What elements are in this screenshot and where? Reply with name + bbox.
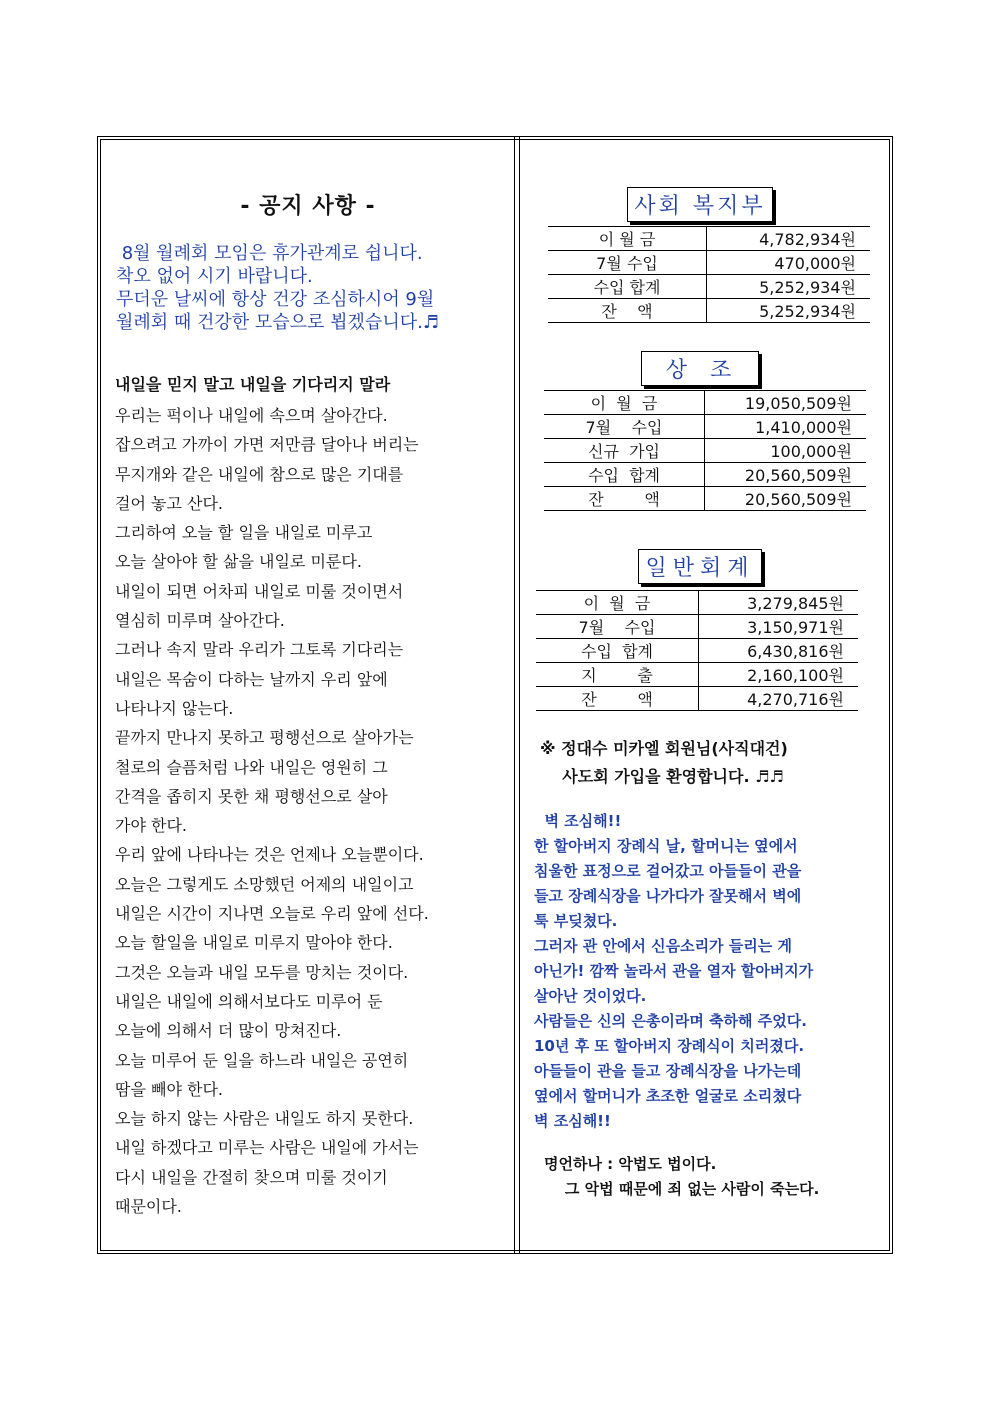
row-label: 수입 합계	[548, 275, 707, 299]
poem-line: 잡으려고 가까이 가면 저만큼 달아나 버리는	[115, 435, 419, 455]
general-table	[536, 590, 858, 711]
row-label: 이 월 금	[536, 591, 699, 615]
row-label: 지 출	[536, 663, 699, 687]
poem-line: 끝까지 만나지 못하고 평행선으로 살아가는	[115, 728, 414, 748]
joke-line: 살아난 것이었다.	[534, 987, 647, 1005]
row-label: 수입 합계	[536, 639, 699, 663]
poem-line: 내일이 되면 어차피 내일로 미룰 것이면서	[115, 581, 404, 601]
joke-story	[534, 809, 870, 1134]
poem-line: 걸어 놓고 산다.	[115, 493, 223, 513]
poem-line: 오늘 할일을 내일로 미루지 말아야 한다.	[115, 933, 393, 953]
column-divider	[514, 137, 520, 1253]
joke-line: 벽 조심해!!	[534, 812, 622, 830]
joke-line: 들고 장례식장을 나가다가 잘못해서 벽에	[534, 887, 802, 905]
poem-line: 오늘 미루어 둔 일을 하느라 내일은 공연히	[115, 1050, 409, 1070]
row-label: 7월 수입	[536, 615, 699, 639]
joke-line: 아닌가! 깜짝 놀라서 관을 열자 할아버지가	[534, 962, 814, 980]
table-row	[548, 227, 870, 251]
joke-line: 아들들이 관을 들고 장례식장을 나가는데	[534, 1062, 802, 1080]
row-label: 7월 수입	[544, 415, 705, 439]
row-amount: 5,252,934원	[707, 299, 871, 323]
table-row	[536, 639, 858, 663]
poem-line: 내일은 시간이 지나면 오늘로 우리 앞에 선다.	[115, 904, 429, 924]
row-amount: 100,000원	[705, 439, 867, 463]
quote-line: 명언하나 : 악법도 법이다.	[544, 1155, 717, 1173]
row-amount: 20,560,509원	[705, 463, 867, 487]
poem-line: 간격을 좁히지 못한 채 평행선으로 살아	[115, 786, 388, 806]
welcome-notice	[540, 735, 870, 791]
welcome-line: ※ 정대수 미카엘 회원님(사직대건)	[540, 739, 788, 758]
poem-line: 나타나지 않는다.	[115, 698, 234, 718]
poem-line: 그것은 오늘과 내일 모두를 망치는 것이다.	[115, 962, 409, 982]
joke-line: 한 할아버지 장례식 날, 할머니는 옆에서	[534, 837, 798, 855]
general-title: 일반회계	[638, 549, 761, 584]
row-label: 잔 액	[536, 687, 699, 711]
poem-line: 오늘 살아야 할 삶을 내일로 미룬다.	[115, 552, 362, 572]
poem-line: 땀을 빼야 한다.	[115, 1079, 223, 1099]
table-row	[544, 487, 866, 511]
poem-line: 때문이다.	[115, 1197, 182, 1217]
poem-line: 오늘은 그렇게도 소망했던 어제의 내일이고	[115, 874, 414, 894]
table-row	[536, 663, 858, 687]
joke-line: 툭 부딪쳤다.	[534, 912, 618, 930]
notice-line: 착오 없어 시기 바랍니다.	[116, 266, 313, 287]
row-amount: 6,430,816원	[699, 639, 859, 663]
poem-line: 우리는 퍽이나 내일에 속으며 살아간다.	[115, 406, 388, 425]
welfare-title-wrap	[530, 187, 870, 222]
table-row	[544, 391, 866, 415]
table-row	[536, 615, 858, 639]
general-title-wrap	[530, 549, 870, 584]
table-row	[548, 299, 870, 323]
notice-line: 무더운 날씨에 항상 건강 조심하시어 9월	[116, 289, 435, 310]
poem-line: 내일은 내일에 의해서보다도 미루어 둔	[115, 991, 383, 1011]
row-amount: 3,279,845원	[699, 591, 859, 615]
table-row	[536, 591, 858, 615]
poem-line: 오늘에 의해서 더 많이 망쳐진다.	[115, 1021, 342, 1041]
table-row	[544, 463, 866, 487]
row-amount: 19,050,509원	[705, 391, 867, 415]
mutual-title-wrap	[530, 351, 870, 386]
notice-line: 8월 월례회 모임은 휴가관계로 쉽니다.	[116, 243, 423, 264]
notice-title: - 공지 사항 -	[240, 194, 376, 219]
row-label: 잔 액	[548, 299, 707, 323]
poem-line: 열심히 미루며 살아간다.	[115, 611, 285, 631]
joke-line: 그러자 관 안에서 신음소리가 들리는 게	[534, 937, 792, 955]
poem-line: 그리하여 오늘 할 일을 내일로 미루고	[115, 523, 373, 543]
table-row	[548, 275, 870, 299]
table-row	[544, 415, 866, 439]
table-row	[548, 251, 870, 275]
row-amount: 5,252,934원	[707, 275, 871, 299]
joke-line: 10년 후 또 할아버지 장례식이 치러졌다.	[534, 1037, 805, 1055]
poem-line: 내일 하겠다고 미루는 사람은 내일에 가서는	[115, 1138, 419, 1158]
row-amount: 1,410,000원	[705, 415, 867, 439]
poem-line: 오늘 하지 않는 사람은 내일도 하지 못한다.	[115, 1109, 414, 1129]
notice-line: 월례회 때 건강한 모습으로 뵙겠습니다.♬	[116, 312, 439, 333]
row-amount: 20,560,509원	[705, 487, 867, 511]
quote-block	[544, 1152, 870, 1202]
welfare-title: 사회 복지부	[627, 187, 772, 222]
right-column	[530, 187, 870, 1202]
row-label: 7월 수입	[548, 251, 707, 275]
row-amount: 2,160,100원	[699, 663, 859, 687]
joke-line: 침울한 표정으로 걸어갔고 아들들이 관을	[534, 862, 802, 880]
table-row	[544, 439, 866, 463]
mutual-table	[544, 390, 866, 511]
row-amount: 3,150,971원	[699, 615, 859, 639]
left-column	[110, 187, 506, 1221]
welcome-line: 사도회 가입을 환영합니다. ♬♬	[540, 767, 784, 786]
table-row	[536, 687, 858, 711]
poem-line: 무지개와 같은 내일에 참으로 많은 기대를	[115, 464, 404, 484]
joke-line: 옆에서 할머니가 초조한 얼굴로 소리쳤다	[534, 1087, 802, 1105]
row-label: 잔 액	[544, 487, 705, 511]
row-amount: 4,782,934원	[707, 227, 871, 251]
row-label: 신규 가입	[544, 439, 705, 463]
quote-line: 그 악법 때문에 죄 없는 사람이 죽는다.	[544, 1180, 820, 1198]
row-label: 이 월 금	[544, 391, 705, 415]
welfare-table	[548, 226, 870, 323]
row-label: 수입 합계	[544, 463, 705, 487]
poem-body	[115, 401, 506, 1221]
poem-line: 가야 한다.	[115, 816, 187, 836]
poem-line: 우리 앞에 나타나는 것은 언제나 오늘뿐이다.	[115, 845, 424, 865]
joke-line: 벽 조심해!!	[534, 1112, 611, 1130]
poem-line: 철로의 슬픔처럼 나와 내일은 영원히 그	[115, 757, 388, 777]
row-label: 이 월 금	[548, 227, 707, 251]
poem-title: 내일을 믿지 말고 내일을 기다리지 말라	[115, 375, 391, 394]
row-amount: 4,270,716원	[699, 687, 859, 711]
newsletter-frame	[97, 136, 893, 1254]
poem-line: 다시 내일을 간절히 찾으며 미룰 것이기	[115, 1167, 388, 1187]
mutual-title: 상 조	[641, 351, 760, 386]
poem-line: 내일은 목숨이 다하는 날까지 우리 앞에	[115, 669, 388, 689]
joke-line: 사람들은 신의 은총이라며 축하해 주었다.	[534, 1012, 807, 1030]
poem-line: 그러나 속지 말라 우리가 그토록 기다리는	[115, 640, 404, 660]
notice-body	[116, 242, 506, 334]
row-amount: 470,000원	[707, 251, 871, 275]
